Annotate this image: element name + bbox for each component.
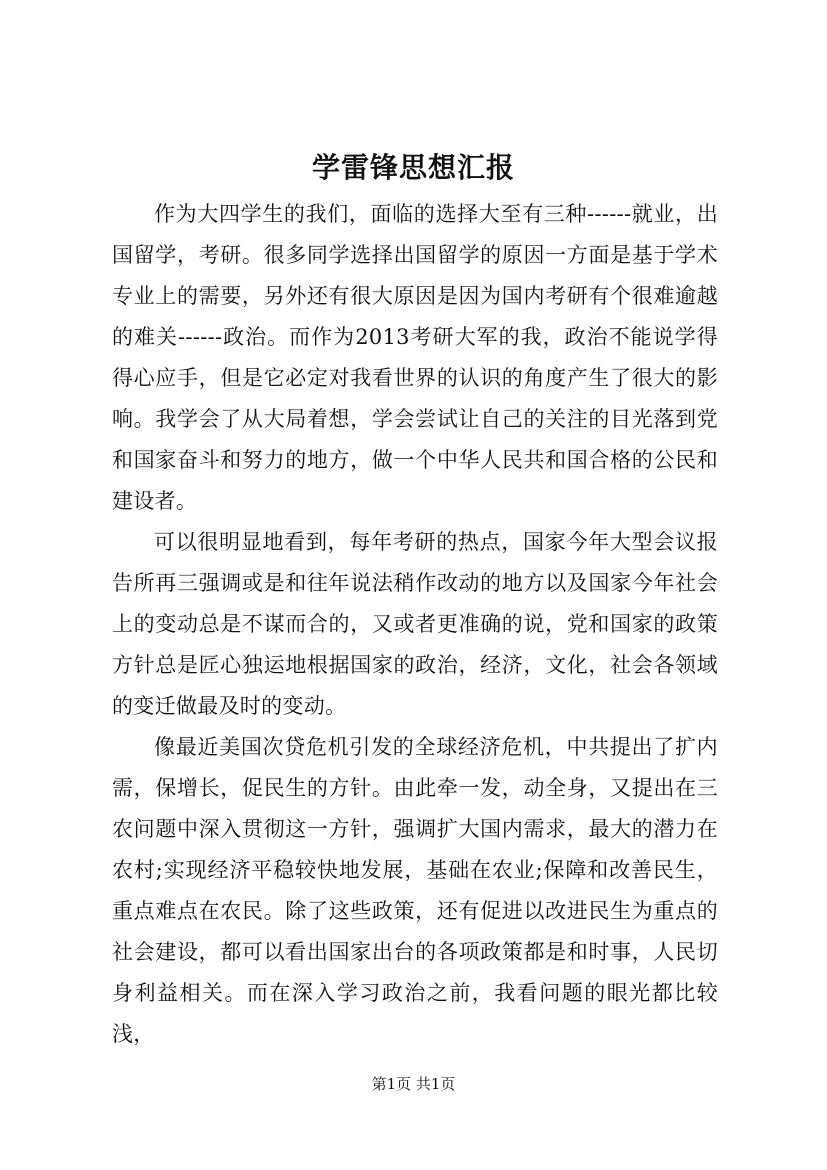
paragraph-1: 作为大四学生的我们，面临的选择大至有三种------就业，出国留学，考研。很多同学选择出国留学的原因一方面是基于学术专业上的需要，另外还有很大原因是因为国内考研有个很难逾越的难关------政治。而作为2013考研大军的我，政治不能说学得得心应手，但是它必定对我看世界的认识的角度产生了很大的影响。我学会了从大局着想，学会尝试让自己的关注的目光落到党和国家奋斗和努力的地方，做一个中华人民共和国合格的公民和建设者。 — [112, 202, 718, 513]
document-body — [112, 194, 718, 1055]
paragraph-3: 像最近美国次贷危机引发的全球经济危机，中共提出了扩内需，保增长，促民生的方针。由此牵一发，动全身，又提出在三农问题中深入贯彻这一方针，强调扩大国内需求，最大的潜力在农村;实现经济平稳较快地发展，基础在农业;保障和改善民生，重点难点在农民。除了这些政策，还有促进以改进民生为重点的社会建设，都可以看出国家出台的各项政策都是和时事，人民切身利益相关。而在深入学习政治之前，我看问题的眼光都比较浅， — [112, 735, 718, 1046]
document-title: 学雷锋思想汇报 — [311, 151, 515, 184]
page-footer: 第1页 共1页 — [371, 1075, 456, 1093]
paragraph-2: 可以很明显地看到，每年考研的热点，国家今年大型会议报告所再三强调或是和往年说法稍作改动的地方以及国家今年社会上的变动总是不谋而合的，又或者更准确的说，党和国家的政策方针总是匠心独运地根据国家的政治，经济，文化，社会各领域的变迁做最及时的变动。 — [112, 530, 718, 718]
